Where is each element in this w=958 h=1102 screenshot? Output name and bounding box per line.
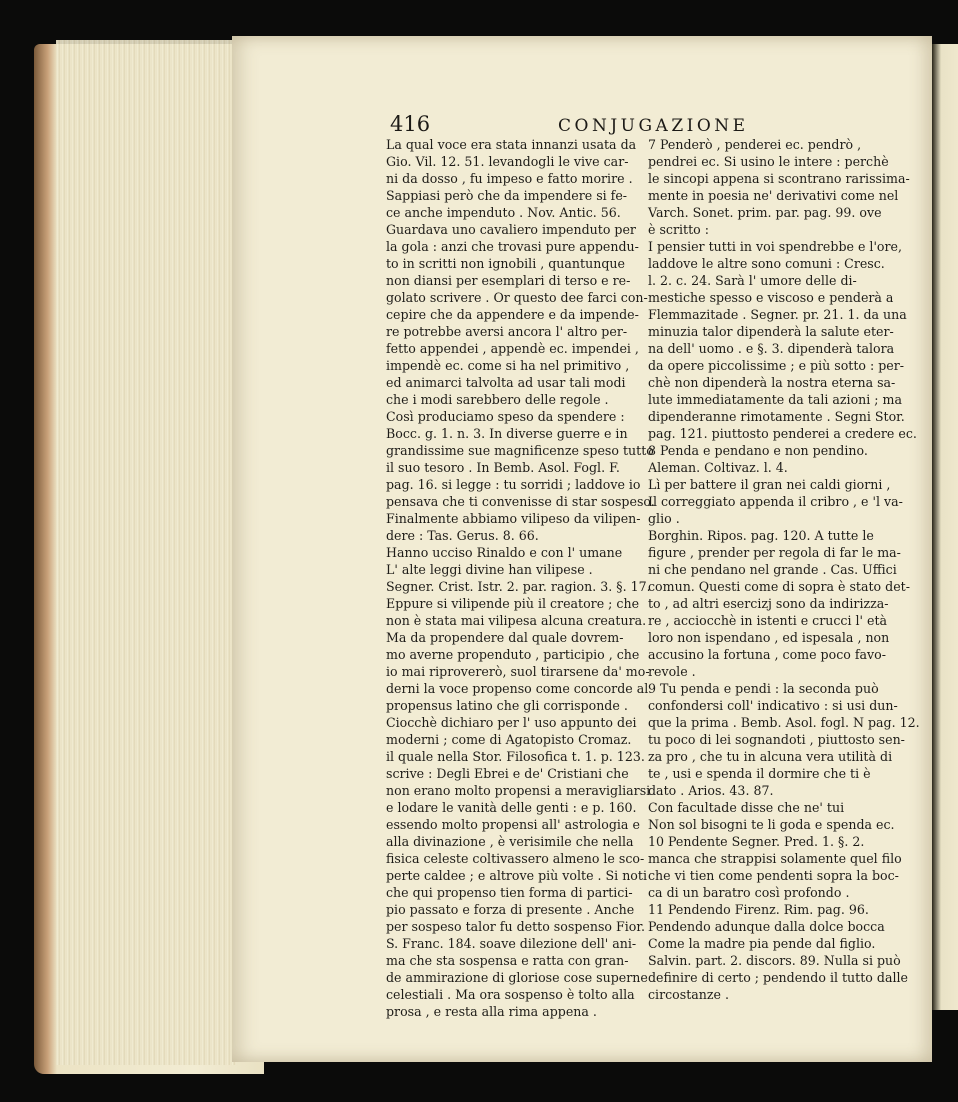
text-line: che qui propenso tien forma di partici- [386,885,633,900]
text-line: ce anche impenduto . Nov. Antic. 56. [386,205,621,220]
text-line: Con facultade disse che ne' tui [648,800,845,815]
text-line: za pro , che tu in alcuna vera utilità di [648,749,893,764]
text-line: grandissime sue magnificenze speso tutto [386,443,654,458]
text-line: revole . [648,664,696,679]
text-line: 10 Pendente Segner. Pred. 1. §. 2. [648,834,865,849]
text-line: non diansi per esemplari di terso e re- [386,273,631,288]
text-line: fetto appendei , appendè ec. impendei , [386,341,639,356]
text-line: tu poco di lei sognandoti , piuttosto sen- [648,732,905,747]
text-line: figure , prender per regola di far le ma- [648,545,901,560]
text-line: accusino la fortuna , come poco favo- [648,647,886,662]
text-line: L' alte leggi divine han vilipese . [386,562,593,577]
text-line: ni da dosso , fu impeso e fatto morire . [386,171,633,186]
text-line: ni che pendano nel grande . Cas. Uffici [648,562,897,577]
text-line: chè non dipenderà la nostra eterna sa- [648,375,896,390]
text-line: Aleman. Coltivaz. l. 4. [648,460,788,475]
text-line: celestiali . Ma ora sospenso è tolto alla [386,987,635,1002]
text-line: Finalmente abbiamo vilipeso da vilipen- [386,511,641,526]
text-line: manca che strappisi solamente quel filo [648,851,902,866]
facing-page-edge [932,44,958,1010]
text-line: non è stata mai vilipesa alcuna creatura. [386,613,647,628]
text-line: dato . Arios. 43. 87. [648,783,774,798]
text-line: to in scritti non ignobili , quantunque [386,256,625,271]
text-line: Il correggiato appenda il cribro , e 'l va- [648,494,903,509]
text-line: pensava che ti convenisse di star sospeso. [386,494,655,509]
text-line: che i modi sarebbero delle regole . [386,392,609,407]
text-line: na dell' uomo . e §. 3. dipenderà talora [648,341,895,356]
text-line: Bocc. g. 1. n. 3. In diverse guerre e in [386,426,628,441]
text-line: io mai riprovererò, suol tirarsene da' mo- [386,664,650,679]
text-line: Sappiasi però che da impendere si fe- [386,188,628,203]
page-block-edge [56,40,236,1065]
text-line: glio . [648,511,680,526]
text-line: mente in poesia ne' derivativi come nel [648,188,899,203]
text-line: dipenderanne rimotamente . Segni Stor. [648,409,905,424]
text-line: confondersi coll' indicativo : si usi dun- [648,698,898,713]
text-line: de ammirazione di gloriose cose superne [386,970,648,985]
text-line: è scritto : [648,222,709,237]
text-line: 11 Pendendo Firenz. Rim. pag. 96. [648,902,869,917]
text-line: S. Franc. 184. soave dilezione dell' ani- [386,936,637,951]
text-line: impendè ec. come si ha nel primitivo , [386,358,630,373]
text-column-right [648,136,920,1003]
text-line: re , acciocchè in istenti e crucci l' età [648,613,888,628]
text-line: Non sol bisogni te li goda e spenda ec. [648,817,895,832]
text-line: laddove le altre sono comuni : Cresc. [648,256,885,271]
text-line: comun. Questi come di sopra è stato det- [648,579,910,594]
text-line: perte caldee ; e altrove più volte . Si noti [386,868,647,883]
text-line: pendrei ec. Si usino le intere : perchè [648,154,889,169]
text-line: propensus latino che gli corrisponde . [386,698,628,713]
text-line: da opere piccolissime ; e più sotto : per- [648,358,905,373]
text-column-left [386,136,655,1020]
text-line: definire di certo ; pendendo il tutto dalle [648,970,908,985]
text-line: alla divinazione , è verisimile che nella [386,834,634,849]
text-line: La qual voce era stata innanzi usata da [386,137,637,152]
text-line: Guardava uno cavaliero impenduto per [386,222,636,237]
text-line: Così produciamo speso da spendere : [386,409,625,424]
text-line: te , usi e spenda il dormire che ti è [648,766,871,781]
text-line: Borghin. Ripos. pag. 120. A tutte le [648,528,874,543]
text-line: pio passato e forza di presente . Anche [386,902,635,917]
text-line: loro non ispendano , ed ispesala , non [648,630,890,645]
text-line: ma che sta sospensa e ratta con gran- [386,953,629,968]
text-line: mo averne propenduto , participio , che [386,647,640,662]
text-line: l. 2. c. 24. Sarà l' umore delle di- [648,273,857,288]
text-line: e lodare le vanità delle genti : e p. 160. [386,800,637,815]
text-line: Segner. Crist. Istr. 2. par. ragion. 3. §. 17. [386,579,651,594]
text-line: scrive : Degli Ebrei e de' Cristiani che [386,766,629,781]
text-line: Ciocchè dichiaro per l' uso appunto dei [386,715,637,730]
text-line: essendo molto propensi all' astrologia e [386,817,640,832]
text-line: moderni ; come di Agatopisto Cromaz. [386,732,632,747]
running-title: CONJUGAZIONE [558,116,749,136]
text-line: lute immediatamente da tali azioni ; ma [648,392,903,407]
text-line: circostanze . [648,987,729,1002]
text-line: Pendendo adunque dalla dolce bocca [648,919,885,934]
text-line: ed animarci talvolta ad usar tali modi [386,375,626,390]
text-line: non erano molto propensi a meravigliarsi [386,783,651,798]
text-line: le sincopi appena si scontrano rarissima- [648,171,910,186]
text-line: la gola : anzi che trovasi pure appendu- [386,239,639,254]
text-line: il suo tesoro . In Bemb. Asol. Fogl. F. [386,460,620,475]
page-number: 416 [390,112,431,136]
text-line: Salvin. part. 2. discors. 89. Nulla si può [648,953,901,968]
text-line: que la prima . Bemb. Asol. fogl. N pag. 12. [648,715,920,730]
text-line: cepire che da appendere e da impende- [386,307,639,322]
text-line: 9 Tu penda e pendi : la seconda può [648,681,879,696]
text-line: I pensier tutti in voi spendrebbe e l'ore, [648,239,902,254]
text-line: Come la madre pia pende dal figlio. [648,936,876,951]
text-line: pag. 16. si legge : tu sorridi ; laddove io [386,477,641,492]
text-line: Gio. Vil. 12. 51. levandogli le vive car- [386,154,629,169]
text-line: re potrebbe aversi ancora l' altro per- [386,324,628,339]
text-line: derni la voce propenso come concorde al [386,681,649,696]
text-line: Hanno ucciso Rinaldo e con l' umane [386,545,623,560]
text-line: fisica celeste coltivassero almeno le sco- [386,851,645,866]
text-line: golato scrivere . Or questo dee farci con- [386,290,648,305]
text-line: to , ad altri esercizj sono da indirizza- [648,596,889,611]
text-line: mestiche spesso e viscoso e penderà a [648,290,894,305]
text-line: il quale nella Stor. Filosofica t. 1. p. 123. [386,749,645,764]
text-line: per sospeso talor fu detto sospenso Fior. [386,919,645,934]
text-line: dere : Tas. Gerus. 8. 66. [386,528,539,543]
text-line: Varch. Sonet. prim. par. pag. 99. ove [648,205,882,220]
text-line: Flemmazitade . Segner. pr. 21. 1. da una [648,307,907,322]
text-line: prosa , e resta alla rima appena . [386,1004,597,1019]
text-line: minuzia talor dipenderà la salute eter- [648,324,894,339]
text-line: 8 Penda e pendano e non pendino. [648,443,868,458]
text-line: 7 Penderò , penderei ec. pendrò , [648,137,862,152]
text-line: ca di un baratro così profondo . [648,885,850,900]
text-line: Lì per battere il gran nei caldi giorni , [648,477,891,492]
text-line: che vi tien come pendenti sopra la boc- [648,868,899,883]
text-line: pag. 121. piuttosto penderei a credere ec. [648,426,917,441]
text-line: Ma da propendere dal quale dovrem- [386,630,624,645]
text-line: Eppure si vilipende più il creatore ; che [386,596,640,611]
